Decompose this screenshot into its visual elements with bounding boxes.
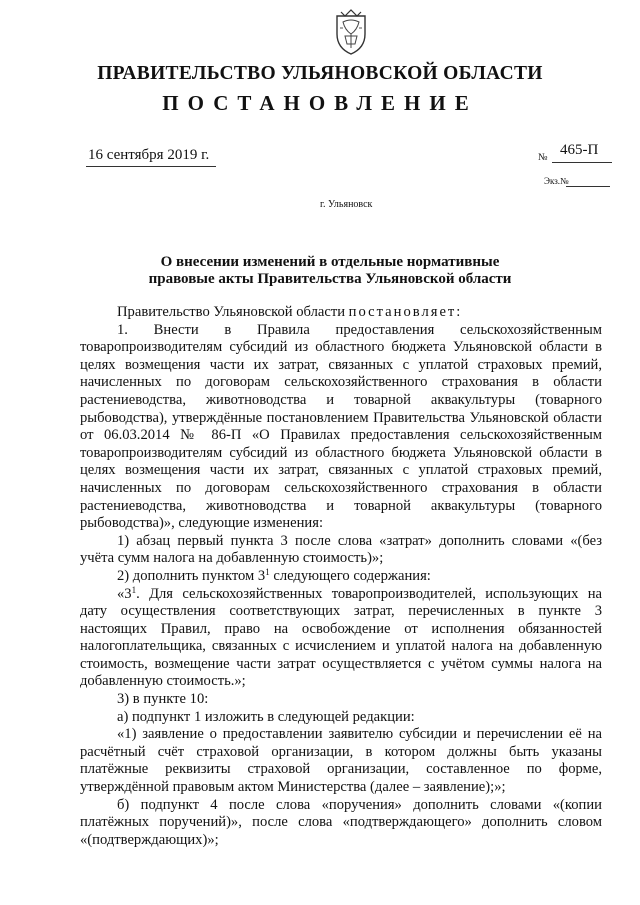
copy-number-label: Экз.№ (544, 176, 569, 186)
government-title: ПРАВИТЕЛЬСТВО УЛЬЯНОВСКОЙ ОБЛАСТИ (97, 63, 543, 84)
decree-heading-line-2: правовые акты Правительства Ульяновской области (148, 271, 512, 287)
body-paragraph: б) подпункт 4 после слова «поручения» дополнить словами «(копии платёжных поручений)», после слова «подтверждающего» дополнить словом «(подтверждающих)»; (80, 796, 602, 848)
body-paragraph: 3) в пункте 10: (117, 691, 209, 708)
number-sign: № (538, 152, 548, 163)
copy-number-line (566, 186, 610, 187)
decree-keyword: постановляет: (348, 304, 463, 320)
body-paragraph: 2) дополнить пунктом $3^1$ следующего содержания: (117, 566, 431, 584)
coat-of-arms-emblem (331, 8, 371, 56)
body-paragraph: «$3^1$. Для сельскохозяйственных товаропроизводителей, использующих на дату осуществления соответствующих затрат, перечисленных в пункте 3 настоящих Правил, право на освобождение от исполнения обязанностей налогоплательщика, связанных с исчислением и уплатой налога на добавленную стоимость, возмещение части затрат осуществляется с учётом суммы налога на добавленную стоимость.»; (80, 584, 602, 690)
date-underline (86, 166, 216, 167)
body-paragraph: Правительство Ульяновской области постановляет: (117, 304, 463, 320)
decree-date: 16 сентября 2019 г. (88, 147, 210, 163)
body-paragraph: 1) абзац первый пункта 3 после слова «затрат» дополнить словами «(без учёта сумм налога на добавленную стоимость)»; (80, 532, 602, 567)
city-name: г. Ульяновск (320, 199, 373, 210)
body-paragraph: а) подпункт 1 изложить в следующей редакции: (117, 708, 415, 725)
decree-number: 465-П (560, 142, 599, 158)
body-paragraph: «1) заявление о предоставлении заявителю субсидии и перечислении её на расчётный счёт страховой организации, в котором должны быть указаны платёжные реквизиты страховой организации, составленное по форме, утверждённой правовым актом Министерства (далее – заявление);»; (80, 726, 602, 796)
document-type-title: ПОСТАНОВЛЕНИЕ (162, 91, 478, 115)
decree-body (80, 304, 602, 849)
body-paragraph: 1. Внести в Правила предоставления сельскохозяйственным товаропроизводителям субсидий из областного бюджета Ульяновской области в целях возмещения части их затрат, связанных с уплатой страховых премий, начисленных по договорам сельскохозяйственного страхования в области растениеводства, животноводства и товарной аквакультуры (товарного рыбоводства), утверждённые постановлением Правительства Ульяновской области от 06.03.2014 № 86-П «О Правилах предоставления сельскохозяйственным товаропроизводителям субсидий из областного бюджета Ульяновской области в целях возмещения части их затрат, связанных с уплатой страховых премий, начисленных по договорам сельскохозяйственного страхования в области растениеводства, животноводства и товарной аквакультуры (товарного рыбоводства)», следующие изменения: (80, 321, 602, 532)
number-underline (552, 162, 612, 163)
decree-heading-line-1: О внесении изменений в отдельные нормативные (160, 254, 500, 270)
